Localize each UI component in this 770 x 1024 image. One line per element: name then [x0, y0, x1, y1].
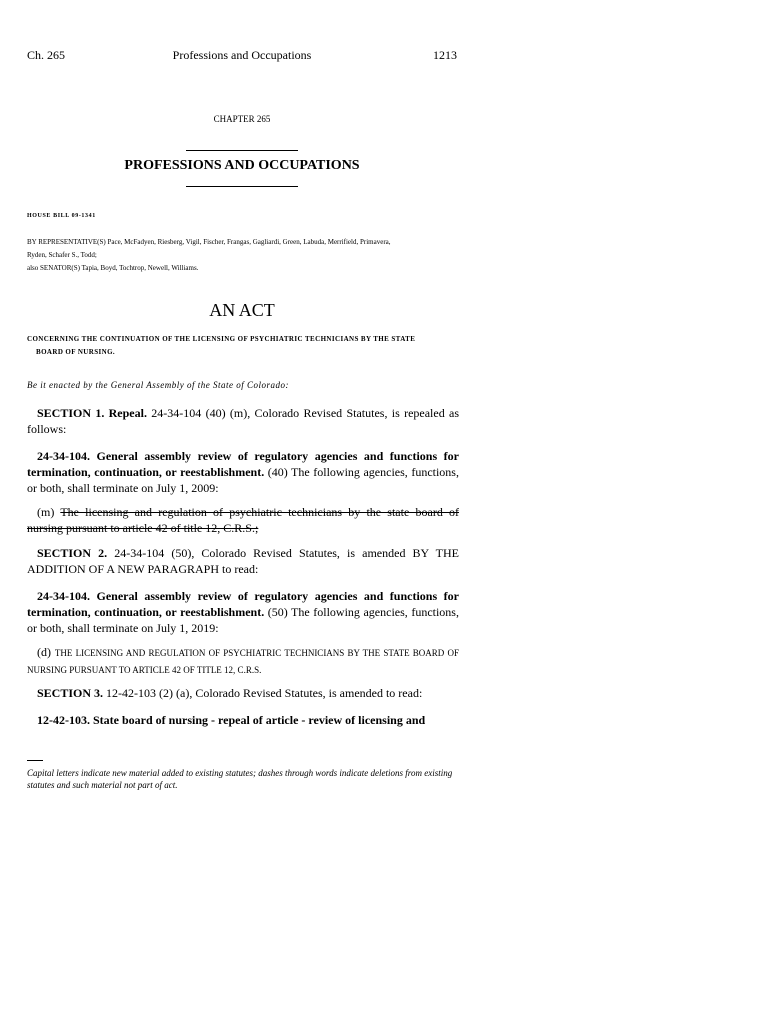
section-2-label: SECTION 2.: [37, 546, 108, 560]
sponsors: [27, 236, 467, 275]
section-2-text: 24-34-104 (50), Colorado Revised Statutes, is amended BY THE ADDITION OF A NEW PARAGRAPH to read:: [27, 546, 459, 576]
section-3: [27, 685, 459, 701]
enacting-clause: Be it enacted by the General Assembly of the State of Colorado:: [27, 380, 290, 390]
paragraph-m-label: (m): [37, 505, 61, 519]
running-header: [27, 48, 457, 64]
sponsors-line: also SENATOR(S) Tapia, Boyd, Tochtrop, Newell, Williams.: [27, 264, 199, 272]
section-1-statute: [27, 448, 459, 496]
section-1-label: SECTION 1. Repeal.: [37, 406, 147, 420]
section-3-text: 12-42-103 (2) (a), Colorado Revised Statutes, is amended to read:: [103, 686, 423, 700]
chapter-label: CHAPTER 265: [213, 114, 271, 124]
section-1: [27, 405, 459, 437]
section-1-text: 24-34-104 (40) (m), Colorado Revised Statutes, is repealed as follows:: [27, 406, 460, 436]
statute-text: (40) The following agencies, functions, or both, shall terminate on July 1, 2009:: [27, 465, 459, 495]
paragraph-d-label: (d): [37, 645, 55, 659]
section-2: [27, 545, 459, 577]
title-rule-top: [186, 150, 298, 151]
statute-text: (50) The following agencies, functions, or both, shall terminate on July 1, 2019:: [27, 605, 459, 635]
section-3-label: SECTION 3.: [37, 686, 104, 700]
section-1-paragraph-m: [27, 504, 459, 536]
statute-heading: 24-34-104. General assembly review of regulatory agencies and functions for termination, continuation, or reestablishment.: [27, 449, 459, 479]
footnote: Capital letters indicate new material added to existing statutes; dashes through words indicate deletions from existing statutes and such material not part of act.: [27, 768, 453, 790]
section-2-statute: [27, 588, 459, 636]
concerning-line: BOARD OF NURSING.: [36, 348, 116, 356]
header-page-number: 1213: [433, 48, 457, 62]
header-chapter-ref: Ch. 265: [27, 48, 66, 62]
section-2-paragraph-d: [27, 644, 459, 678]
added-text: THE LICENSING AND REGULATION OF PSYCHIATRIC TECHNICIANS BY THE STATE BOARD OF NURSING PURSUANT TO ARTICLE 42 OF TITLE 12, C.R.S.: [27, 648, 459, 675]
statute-heading: 12-42-103. State board of nursing - repeal of article - review of licensing and: [37, 713, 426, 727]
deleted-text: The licensing and regulation of psychiatric technicians by the state board of nursing pursuant to article 42 of title 12, C.R.S.;: [27, 505, 460, 535]
footnote-rule: [27, 760, 43, 761]
section-3-statute: [27, 712, 459, 728]
statute-heading: 24-34-104. General assembly review of regulatory agencies and functions for termination, continuation, or reestablishment.: [27, 589, 459, 619]
header-running-title: Professions and Occupations: [172, 48, 312, 62]
act-heading: AN ACT: [209, 300, 275, 320]
page-title: PROFESSIONS AND OCCUPATIONS: [124, 158, 360, 173]
bill-number: HOUSE BILL 09-1341: [27, 213, 96, 219]
concerning-clause: [27, 333, 459, 359]
title-rule-bottom: [186, 186, 298, 187]
sponsors-line: BY REPRESENTATIVE(S) Pace, McFadyen, Riesberg, Vigil, Fischer, Frangas, Gagliardi, Green, Labuda, Merrifield, Primavera,: [27, 238, 391, 246]
sponsors-line: Ryden, Schafer S., Todd;: [27, 251, 97, 259]
concerning-line: CONCERNING THE CONTINUATION OF THE LICENSING OF PSYCHIATRIC TECHNICIANS BY THE STATE: [27, 335, 416, 343]
